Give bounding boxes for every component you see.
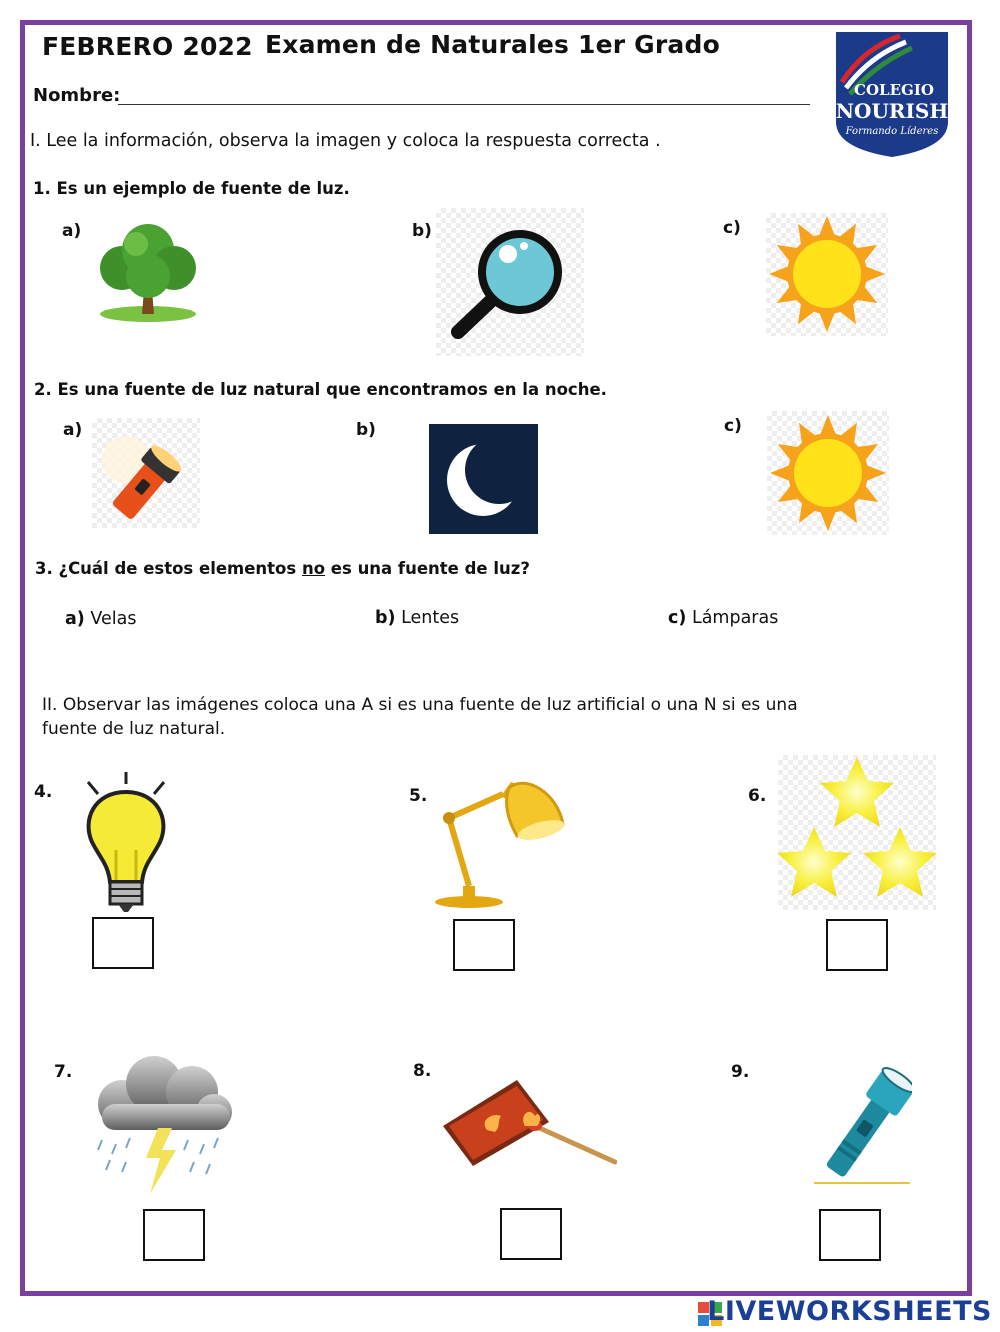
liveworksheets-brand[interactable]: LIVEWORKSHEETS xyxy=(707,1296,992,1327)
matchbox-icon xyxy=(439,1076,617,1168)
sun-icon[interactable] xyxy=(766,213,888,336)
q3-option-a-text: Velas xyxy=(84,609,137,629)
q3-text-before: 3. ¿Cuál de estos elementos xyxy=(35,559,302,578)
q1-option-b-label[interactable]: b) xyxy=(412,221,432,241)
logo-line2: NOURISH xyxy=(835,99,949,123)
q3-option-b-text: Lentes xyxy=(395,608,460,628)
q3-option-a[interactable] xyxy=(65,609,136,629)
q3-option-c-letter: c) xyxy=(668,608,687,628)
flashlight-icon-2 xyxy=(814,1062,912,1186)
moon-icon[interactable] xyxy=(429,424,538,534)
answer-box-8[interactable] xyxy=(500,1208,562,1260)
tree-icon[interactable] xyxy=(92,220,204,324)
answer-box-5[interactable] xyxy=(453,919,515,971)
item-5-label: 5. xyxy=(409,786,428,806)
q2-option-b-label[interactable]: b) xyxy=(356,420,376,440)
section2-instruction-line1: II. Observar las imágenes coloca una A si es una fuente de luz artificial o una N si es una xyxy=(42,695,798,715)
flashlight-icon[interactable] xyxy=(92,418,200,528)
answer-box-6[interactable] xyxy=(826,919,888,971)
item-6-label: 6. xyxy=(748,786,767,806)
section2-instruction-line2: fuente de luz natural. xyxy=(42,719,226,739)
item-9-label: 9. xyxy=(731,1062,750,1082)
q3-option-c[interactable] xyxy=(668,608,778,628)
logo-line1: COLEGIO xyxy=(854,81,934,99)
q2-option-c-label[interactable]: c) xyxy=(724,416,742,436)
storm-cloud-icon xyxy=(88,1054,236,1198)
item-4-label: 4. xyxy=(34,782,53,802)
answer-box-7[interactable] xyxy=(143,1209,205,1261)
q3-option-b-letter: b) xyxy=(375,608,396,628)
item-8-label: 8. xyxy=(413,1061,432,1081)
q2-text: 2. Es una fuente de luz natural que encontramos en la noche. xyxy=(34,380,607,399)
school-logo xyxy=(834,30,950,158)
q3-text xyxy=(35,559,530,578)
section2-instruction xyxy=(42,693,798,741)
q3-option-a-letter: a) xyxy=(65,609,85,629)
desk-lamp-icon xyxy=(429,774,567,910)
q3-option-b[interactable] xyxy=(375,608,459,628)
exam-title: Examen de Naturales 1er Grado xyxy=(265,30,720,59)
answer-box-4[interactable] xyxy=(92,917,154,969)
lightbulb-icon xyxy=(70,770,182,916)
q3-text-underlined: no xyxy=(301,559,326,578)
q1-text: 1. Es un ejemplo de fuente de luz. xyxy=(33,179,350,198)
exam-date: FEBRERO 2022 xyxy=(42,32,253,61)
q1-option-c-label[interactable]: c) xyxy=(723,218,741,238)
q3-option-c-text: Lámparas xyxy=(686,608,779,628)
item-7-label: 7. xyxy=(54,1062,73,1082)
name-label: Nombre: xyxy=(33,85,121,106)
q2-option-a-label[interactable]: a) xyxy=(63,420,83,440)
logo-line3: Formando Líderes xyxy=(845,126,939,137)
answer-box-9[interactable] xyxy=(819,1209,881,1261)
name-field[interactable] xyxy=(118,104,810,105)
q1-option-a-label[interactable]: a) xyxy=(62,221,82,241)
magnifying-glass-icon[interactable] xyxy=(436,208,584,356)
q3-text-after: es una fuente de luz? xyxy=(325,559,530,578)
section1-instruction: I. Lee la información, observa la imagen y coloca la respuesta correcta . xyxy=(30,131,661,151)
sun-icon-2[interactable] xyxy=(767,411,889,535)
stars-icon xyxy=(778,755,936,910)
